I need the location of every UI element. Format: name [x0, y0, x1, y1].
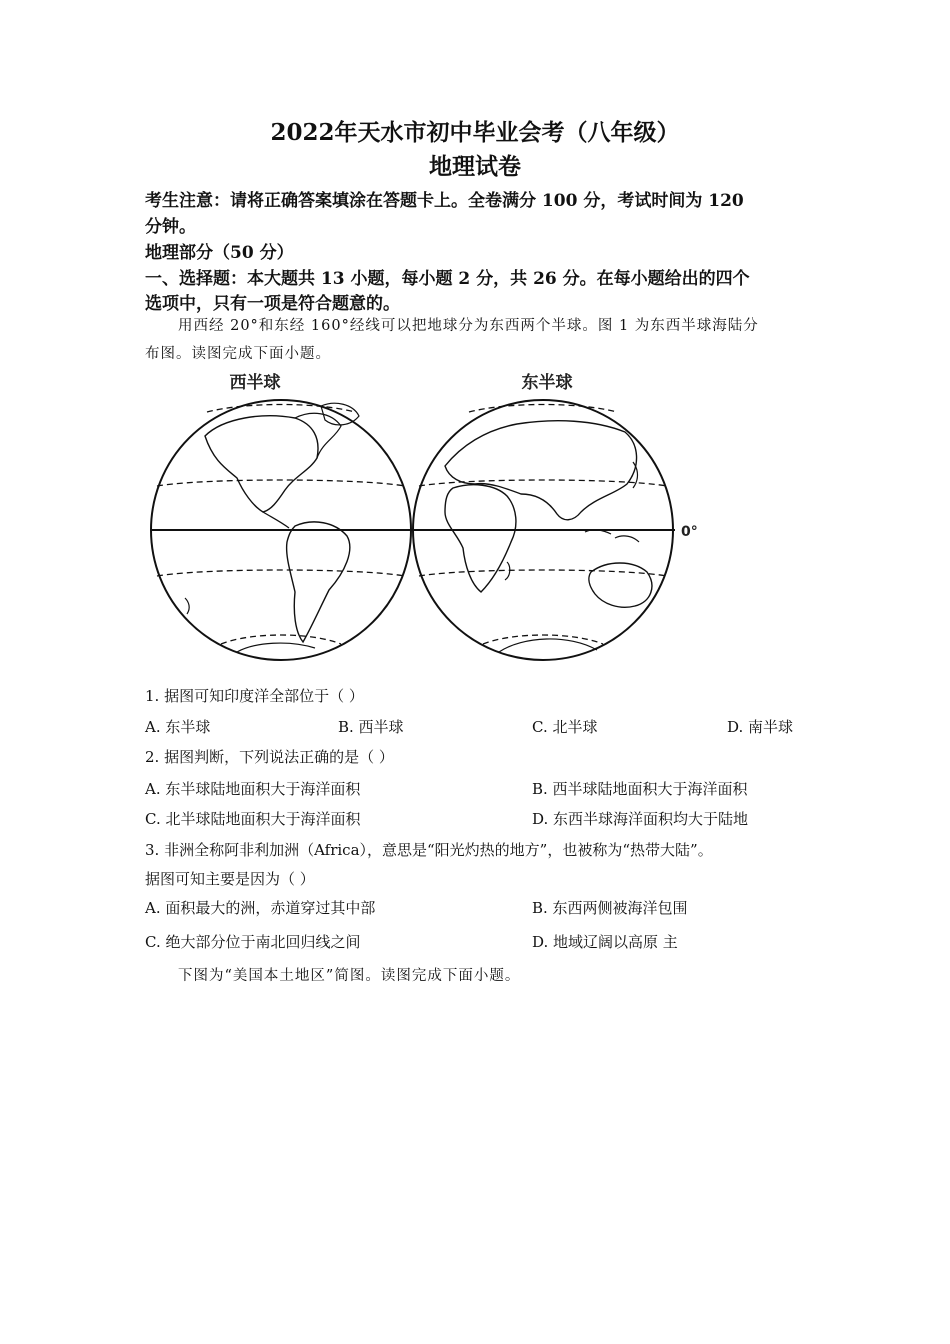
- question-3-option-b[interactable]: B. 东西两侧被海洋包围: [532, 899, 688, 917]
- intro-line-1: 用西经 20°和东经 160°经线可以把地球分为东西两个半球。图 1 为东西半球海陆分: [178, 318, 759, 334]
- question-2-option-a[interactable]: A. 东半球陆地面积大于海洋面积: [145, 780, 361, 798]
- question-2-option-d[interactable]: D. 东西半球海洋面积均大于陆地: [532, 810, 749, 828]
- question-1-option-b[interactable]: B. 西半球: [338, 718, 404, 736]
- exam-subtitle: 地理试卷: [429, 153, 521, 180]
- east-hemisphere-label: 东半球: [521, 373, 573, 393]
- section-heading-line-2: 选项中，只有一项是符合题意的。: [145, 294, 400, 314]
- question-3-stem-line-2: 据图可知主要是因为（ ）: [145, 870, 315, 888]
- notice-line-2: 分钟。: [145, 217, 196, 237]
- notice-line-1: 考生注意：请将正确答案填涂在答题卡上。全卷满分 100 分，考试时间为 120: [145, 191, 744, 211]
- intro-2: 下图为“美国本土地区”简图。读图完成下面小题。: [178, 968, 521, 984]
- intro-line-2: 布图。读图完成下面小题。: [145, 346, 331, 362]
- question-1-stem: 1. 据图可知印度洋全部位于（ ）: [145, 687, 364, 705]
- part-heading: 地理部分（50 分）: [145, 243, 294, 263]
- west-hemisphere-label: 西半球: [229, 373, 281, 393]
- question-3-option-c[interactable]: C. 绝大部分位于南北回归线之间: [145, 933, 361, 951]
- question-2-option-c[interactable]: C. 北半球陆地面积大于海洋面积: [145, 810, 361, 828]
- question-2-option-b[interactable]: B. 西半球陆地面积大于海洋面积: [532, 780, 748, 798]
- question-1-option-a[interactable]: A. 东半球: [145, 718, 211, 736]
- exam-title: 2022年天水市初中毕业会考（八年级）: [270, 119, 680, 146]
- question-3-option-a[interactable]: A. 面积最大的洲，赤道穿过其中部: [145, 899, 376, 917]
- section-heading-line-1: 一、选择题：本大题共 13 小题，每小题 2 分，共 26 分。在每小题给出的四个: [145, 269, 750, 289]
- question-1-option-d[interactable]: D. 南半球: [727, 718, 794, 736]
- hemisphere-map: [145, 366, 705, 674]
- question-3-option-d[interactable]: D. 地域辽阔以高原 主: [532, 933, 678, 951]
- equator-label: 0°: [681, 524, 698, 540]
- question-3-stem-line-1: 3. 非洲全称阿非利加洲（Africa），意思是“阳光灼热的地方”，也被称为“热带大陆”。: [145, 841, 713, 859]
- question-2-stem: 2. 据图判断，下列说法正确的是（ ）: [145, 748, 394, 766]
- question-1-option-c[interactable]: C. 北半球: [532, 718, 598, 736]
